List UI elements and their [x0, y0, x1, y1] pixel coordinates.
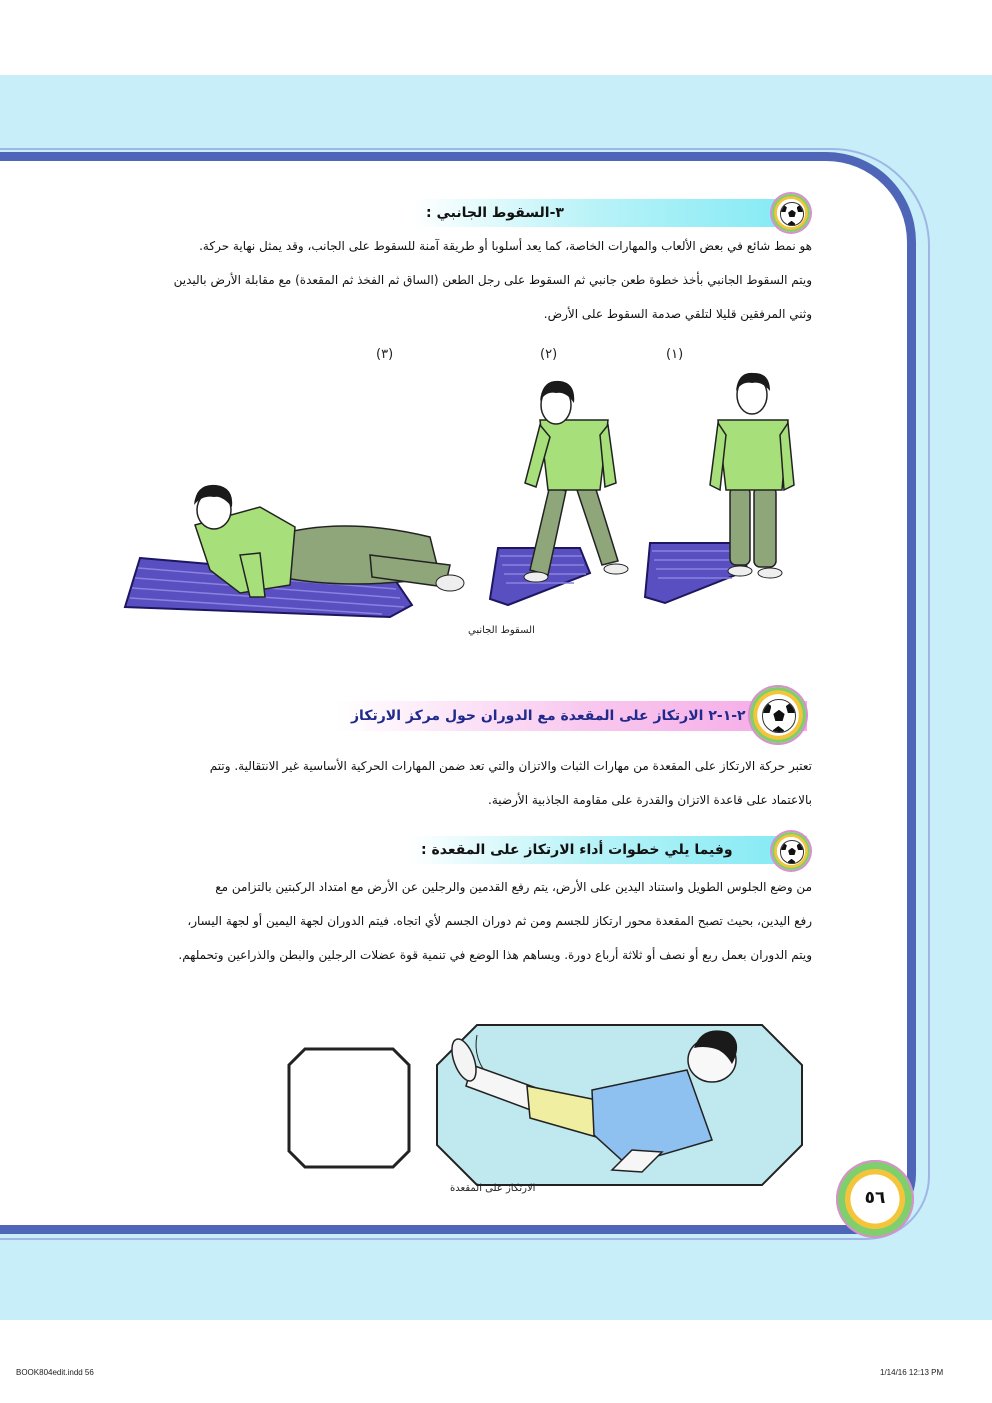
empty-octagon-box [283, 1043, 415, 1173]
text-line: وثني المرفقين قليلا لتلقي صدمة السقوط على الأرض. [543, 307, 812, 321]
footer-file-name: BOOK804edit.indd 56 [16, 1368, 94, 1377]
text-line: رفع اليدين، بحيث تصبح المقعدة محور ارتكاز للجسم ومن ثم دوران الجسم لأي اتجاه. فيتم الدوران لجهة اليمين أو لجهة اليسار، [187, 914, 812, 928]
steps-paragraph [86, 870, 812, 972]
figure-number-2: (٢) [540, 347, 558, 362]
text-line: ويتم السقوط الجانبي بأخذ خطوة طعن جانبي ثم السقوط على رجل الطعن (الساق ثم الفخذ ثم المقعدة) مع مقابلة الأرض باليدين [173, 273, 812, 287]
sit-pivot-paragraph [86, 749, 812, 817]
section-heading-sit-pivot [337, 701, 807, 731]
soccer-ball-icon [772, 194, 810, 232]
text-line: هو نمط شائع في بعض الألعاب والمهارات الخاصة، كما يعد أسلوبا أو طريقة آمنة للسقوط على الجانب، وقد يمثل نهاية حركة. [199, 239, 812, 253]
section-heading-steps [407, 836, 807, 864]
page-number: ٥٦ [864, 1188, 886, 1208]
text-line: من وضع الجلوس الطويل واستناد اليدين على الأرض، يتم رفع القدمين والرجلين عن الأرض مع امتداد الركبتين بالتزامن مع [215, 880, 812, 894]
text-line: تعتبر حركة الارتكاز على المقعدة من مهارات الثبات والاتزان والتي تعد ضمن المهارات الحركية الأساسية غير الانتقالية. وتتم [209, 759, 812, 773]
sit-pivot-illustration [432, 1020, 804, 1188]
figure-number-1: (١) [666, 347, 684, 362]
section-heading-text: ٢-١-٢ الارتكاز على المقعدة مع الدوران حول مركز الارتكاز [351, 708, 746, 724]
page-number-badge [836, 1160, 914, 1238]
soccer-ball-icon [772, 832, 810, 870]
figure-number-3: (٣) [376, 347, 394, 362]
text-line: بالاعتماد على قاعدة الاتزان والقدرة على مقاومة الجاذبية الأرضية. [488, 793, 812, 807]
section-heading-side-fall [412, 199, 807, 227]
figure-caption-side-fall: السقوط الجانبي [468, 625, 535, 636]
footer-timestamp: 1/14/16 12:13 PM [880, 1368, 944, 1377]
figure-caption-sit-pivot: الارتكاز على المقعدة [450, 1183, 536, 1194]
side-fall-illustration [120, 365, 810, 630]
person-fallen-3 [194, 485, 464, 597]
side-fall-paragraph [86, 229, 812, 331]
section-heading-text: وفيما يلي خطوات أداء الارتكاز على المقعدة : [421, 842, 733, 858]
section-heading-text: ٣-السقوط الجانبي : [426, 205, 564, 221]
text-line: ويتم الدوران بعمل ربع أو نصف أو ثلاثة أرباع دورة. ويساهم هذا الوضع في تنمية قوة عضلات الرجلين والبطن والذراعين وتحملهم. [178, 948, 812, 962]
soccer-ball-icon [750, 687, 806, 743]
